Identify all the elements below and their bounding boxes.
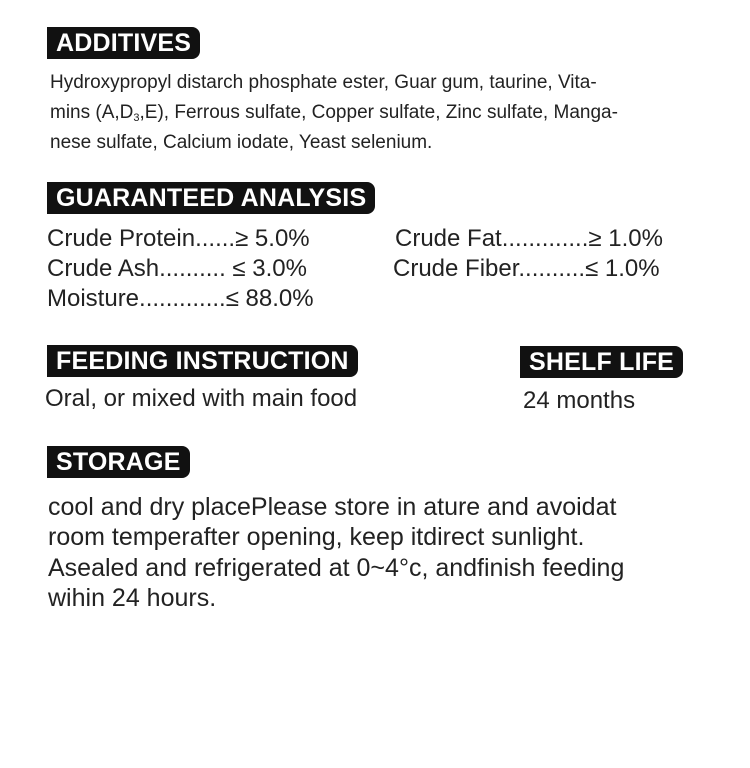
analysis-fiber: Crude Fiber..........≤ 1.0% (393, 255, 660, 282)
shelf-life-text: 24 months (523, 387, 636, 414)
storage-line-2: room temperafter opening, keep itdirect sunlight. (48, 523, 585, 551)
additives-line-1: Hydroxypropyl distarch phosphate ester, Guar gum, taurine, Vita- (50, 72, 597, 93)
additives-line-2-pre: mins (A,D (50, 102, 134, 123)
shelf-life-heading: SHELF LIFE (520, 346, 683, 378)
additives-line-3: nese sulfate, Calcium iodate, Yeast selenium. (50, 132, 433, 153)
storage-line-1: cool and dry placePlease store in ature and avoidat (48, 493, 617, 521)
storage-heading: STORAGE (47, 446, 190, 478)
analysis-fat: Crude Fat.............≥ 1.0% (395, 225, 663, 252)
analysis-ash: Crude Ash.......... ≤ 3.0% (47, 255, 307, 282)
additives-subscript: 3 (133, 112, 140, 124)
analysis-protein: Crude Protein......≥ 5.0% (47, 225, 310, 252)
analysis-heading: GUARANTEED ANALYSIS (47, 182, 375, 214)
additives-line-2-post: ,E), Ferrous sulfate, Copper sulfate, Zinc sulfate, Manga- (139, 102, 618, 123)
storage-line-4: wihin 24 hours. (48, 584, 217, 612)
feeding-text: Oral, or mixed with main food (45, 385, 358, 412)
feeding-heading: FEEDING INSTRUCTION (47, 345, 358, 377)
storage-line-3: Asealed and refrigerated at 0~4°c, andfinish feeding (48, 554, 625, 582)
additives-line-2 (50, 98, 618, 128)
additives-heading: ADDITIVES (47, 27, 200, 59)
analysis-moisture: Moisture.............≤ 88.0% (47, 285, 314, 312)
